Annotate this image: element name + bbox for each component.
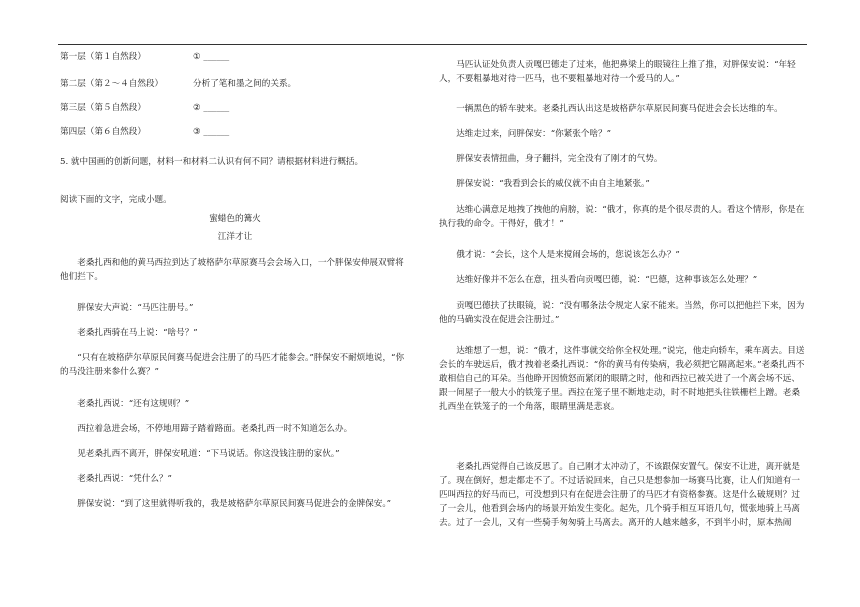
paragraph: 达维想了一想，说：“俄才，这件事就交给你全权处理。”说完，他走向轿车，乘车离去。目送会长的车驶远后，俄才拽着老桑扎西说：“你的黄马有传染病，我必须把它隔离起来。”老桑扎西不敢相信自己的耳朵。当他睁开因愤怒而紧闭的眼睛之时，他和西拉已被关进了一个离会场不远、跟一间屋子一般大小的铁笼子里。西拉在笼子里不断地走动，时不时地把头往铁栅栏上蹭。老桑扎西坐在铁笼子的一个角落，眼睛里满是悲哀。 bbox=[439, 346, 805, 412]
paragraph: 胖保安大声说：“马匹注册号。” bbox=[77, 303, 194, 313]
top-rule bbox=[58, 44, 807, 45]
layer-content: ① ______ bbox=[193, 52, 230, 62]
layer-content: 分析了笔和墨之间的关系。 bbox=[193, 79, 297, 89]
paragraph: 达维走过来，问胖保安：“你紧张个啥？” bbox=[456, 129, 612, 139]
layer-name: 第一层（第１自然段） bbox=[60, 52, 146, 62]
paragraph: 老桑扎西说：“还有这规则？” bbox=[77, 399, 190, 409]
paragraph: 一辆黑色的轿车驶来。老桑扎西认出这是坡格萨尔草原民间赛马促进会会长达维的车。 bbox=[456, 104, 783, 114]
paragraph: 达维好像并不怎么在意，扭头看向贡嘎巴德，说：“巴德，这种事该怎么处理？” bbox=[456, 275, 758, 285]
paragraph: 西拉着急进会场，不停地用蹄子踏着路面。老桑扎西一时不知道怎么办。 bbox=[77, 424, 353, 434]
paragraph: 胖保安说：“到了这里就得听我的，我是坡格萨尔草原民间赛马促进会的金牌保安。” bbox=[77, 499, 392, 509]
paragraph: 老桑扎西和他的黄马西拉到达了坡格萨尔草原赛马会会场入口，一个胖保安伸展双臂将他们拦下。 bbox=[60, 258, 404, 282]
paragraph: 老桑扎西说：“凭什么？” bbox=[77, 474, 172, 484]
paragraph: 贡嘎巴德扶了扶眼镜，说：“没有哪条法令规定人家不能来。当然，你可以把他拦下来，因为他的马确实没在促进会注册过。” bbox=[439, 301, 805, 325]
paragraph: 马匹认证处负责人贡嘎巴德走了过来，他把鼻梁上的眼镜往上推了推，对胖保安说：“年轻人，不要粗暴地对待一匹马，也不要粗暴地对待一个爱马的人。” bbox=[439, 60, 796, 84]
layer-name: 第四层（第６自然段） bbox=[60, 127, 146, 137]
reading-instruction: 阅读下面的文字，完成小题。 bbox=[60, 195, 172, 205]
paragraph: 俄才说：“会长，这个人是来搅闹会场的，您说该怎么办？” bbox=[456, 250, 680, 260]
paragraph: 老桑扎西觉得自己该反思了。自己刚才太冲动了，不该跟保安置气。保安不让进，离开就是了。现在倒好，想走都走不了。不过话说回来，自己只是想参加一场赛马比赛，让人们知道有一匹叫西拉的好马而已，可没想到只有在促进会注册了的马匹才有资格参赛。这是什么破规则？过了一会儿，他看到会场内的场景开始发生变化。起先，几个骑手相互耳语几句，慌张地骑上马离去。过了一会儿，又有一些骑手匆匆骑上马离去。离开的人越来越多，不到半小时，原本热闹 bbox=[439, 462, 800, 528]
story-title: 蜜蜡色的篝火 bbox=[209, 214, 261, 224]
layer-name: 第二层（第２～４自然段） bbox=[60, 79, 164, 89]
question-5: 5. 就中国画的创新问题，材料一和材料二认识有何不同？请根据材料进行概括。 bbox=[60, 157, 364, 167]
paragraph: 达维心满意足地拽了拽他的肩膀，说：“俄才，你真的是个很尽责的人。看这个情形，你是在执行我的命令。干得好，俄才！” bbox=[439, 205, 805, 229]
paragraph: “只有在坡格萨尔草原民间赛马促进会注册了的马匹才能参会。”胖保安不耐烦地说，“你的马没注册来参什么赛？” bbox=[60, 353, 405, 377]
layer-content: ② ______ bbox=[193, 103, 230, 113]
paragraph: 胖保安表情扭曲，身子翻抖，完全没有了刚才的气势。 bbox=[456, 154, 663, 164]
layer-name: 第三层（第５自然段） bbox=[60, 103, 146, 113]
paragraph: 老桑扎西骑在马上说：“啥号？” bbox=[77, 328, 198, 338]
paragraph: 见老桑扎西不离开，胖保安吼道：“下马说话。你这没钱注册的家伙。” bbox=[77, 449, 340, 459]
paragraph: 胖保安说：“我看到会长的威仪就不由自主地紧张。” bbox=[456, 179, 650, 189]
layer-content: ③ ______ bbox=[193, 127, 230, 137]
story-author: 江洋才让 bbox=[217, 232, 253, 242]
